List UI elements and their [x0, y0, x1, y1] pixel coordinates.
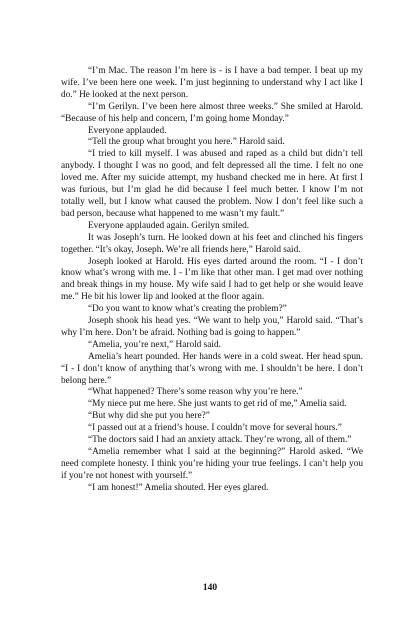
paragraph: Joseph looked at Harold. His eyes darted around the room. “I - I don’t know what’s wrong with me. I - I’m like that other man. I get mad over nothing and break things in my house. My wife said I had to get help or she would leave me.” He bit his lower lip and looked at the floor again. — [61, 256, 363, 303]
paragraph: “Tell the group what brought you here.” Harold said. — [88, 137, 285, 148]
paragraph: Everyone applauded. — [88, 125, 167, 136]
paragraph: It was Joseph’s turn. He looked down at his feet and clinched his fingers together. “It’s okay, Joseph. We’re all friends here,” Harold said. — [61, 232, 363, 255]
paragraph: “I’m Gerilyn. I’ve been here almost three weeks.” She smiled at Harold. “Because of his help and concern, I’m going home Monday.” — [61, 101, 363, 124]
paragraph: Amelia’s heart pounded. Her hands were in a cold sweat. Her head spun. “I - I don’t know of anything that’s wrong with me. I shouldn’t be here. I don’t belong here.” — [61, 351, 363, 386]
paragraph: “I am honest!” Amelia shouted. Her eyes glared. — [88, 482, 269, 493]
paragraph: Joseph shook his head yes. “We want to help you,” Harold said. “That’s why I’m here. Don’t be afraid. Nothing bad is going to happen.” — [61, 316, 363, 338]
paragraph: “Do you want to know what’s creating the problem?” — [88, 304, 287, 315]
paragraph: “But why did she put you here?” — [88, 411, 210, 422]
paragraph: “The doctors said I had an anxiety attack. They’re wrong, all of them.” — [88, 435, 352, 446]
paragraph: “Amelia remember what I said at the beginning?” Harold asked. “We need complete honesty. I think you’re hiding your true feelings. I can’t help you if you’re not honest with yourself.” — [61, 447, 363, 481]
paragraph: “What happened? There’s some reason why you’re here.” — [88, 387, 303, 398]
paragraph: “Amelia, you’re next,” Harold said. — [88, 339, 221, 350]
paragraph: Everyone applauded again. Gerilyn smiled. — [88, 220, 250, 231]
paragraph: “My niece put me here. She just wants to get rid of me,” Amelia said. — [88, 399, 347, 410]
body-text — [61, 66, 363, 495]
page-number: 140 — [202, 583, 218, 593]
paragraph: “I tried to kill myself. I was abused and raped as a child but didn’t tell anybody. I thought I was no good, and felt depressed all the time. I felt no one loved me. After my suicide attempt, my husband checked me in here. At first I was furious, but I’m glad he did because I feel much better. I know I’m not totally well, but I know what caused the problem. Now I don’t feel like such a bad person, because what happened to me wasn’t my fault.” — [61, 149, 363, 219]
paragraph: “I passed out at a friend’s house. I couldn’t move for several hours.” — [88, 423, 342, 434]
paragraph: “I’m Mac. The reason I’m here is - is I have a bad temper. I beat up my wife. I’ve been here one week. I’m just beginning to understand why I act like I do.” He looked at the next person. — [61, 66, 363, 100]
